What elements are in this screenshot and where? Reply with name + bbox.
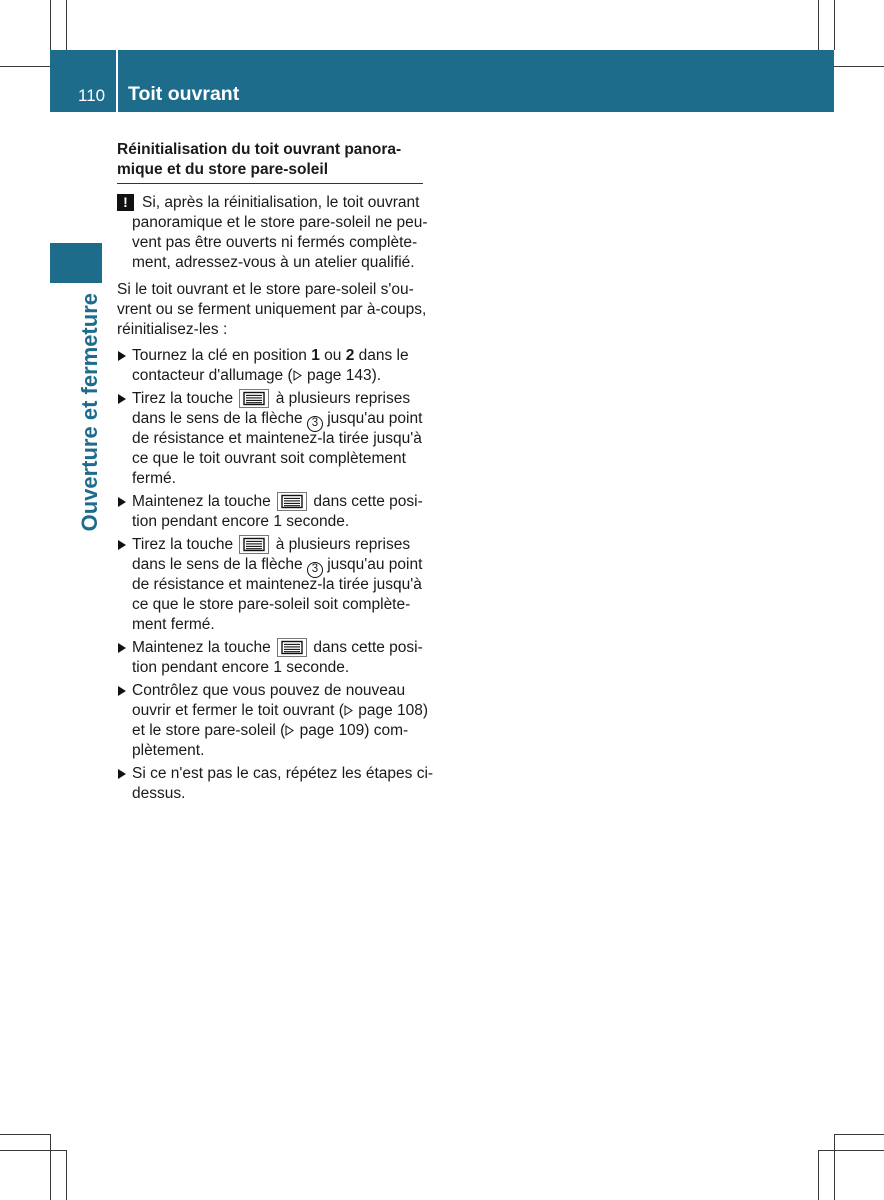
crop-mark [818, 0, 819, 50]
step-text: dans le sens de la flèche [132, 409, 307, 427]
step-line [132, 615, 423, 635]
warning-note [117, 193, 428, 273]
crop-mark [818, 1150, 819, 1200]
step-text: jusqu'au point [322, 409, 423, 427]
crop-mark [0, 1150, 66, 1151]
step-line [132, 512, 423, 532]
step-text: page 109) com- [295, 721, 409, 739]
step-text: à plusieurs reprises [271, 389, 411, 407]
step-text: de résistance et maintenez-la tirée jusqu'à [132, 429, 422, 447]
circled-number: 3 [307, 562, 323, 578]
intro-line: réinitialisez-les : [117, 320, 228, 338]
position-number: 1 [311, 346, 320, 364]
steps-list [117, 346, 434, 804]
step-text: Contrôlez que vous pouvez de nouveau [132, 681, 406, 699]
step-text: ou [319, 346, 346, 364]
step-text: tion pendant encore 1 seconde. [132, 658, 350, 676]
header-bar [50, 50, 834, 112]
side-tab-label: Ouverture et fermeture [77, 293, 102, 532]
step-text: dans cette posi- [309, 492, 423, 510]
crop-mark [66, 1150, 67, 1200]
crop-mark [66, 0, 67, 50]
step-line [132, 346, 423, 366]
step-line [132, 409, 423, 429]
step-item [117, 389, 423, 489]
bullet-triangle-icon [118, 351, 126, 361]
page-ref-arrow-icon [293, 370, 302, 381]
step-text: Tournez la clé en position [132, 346, 312, 364]
step-text: Tirez la touche [132, 535, 238, 553]
step-line [132, 681, 423, 701]
crop-mark [0, 1134, 50, 1135]
step-item [117, 535, 423, 635]
intro-line: vrent ou se ferment uniquement par à-coups, [117, 300, 427, 318]
intro-line: Si le toit ouvrant et le store pare-soleil s'ou- [117, 280, 414, 298]
step-text: Tirez la touche [132, 389, 238, 407]
crop-mark [0, 66, 50, 67]
step-line [132, 721, 423, 741]
step-text: ouvrir et fermer le toit ouvrant ( [132, 701, 344, 719]
bullet-triangle-icon [118, 540, 126, 550]
step-line [132, 469, 423, 489]
step-line [132, 449, 423, 469]
step-line [132, 389, 423, 409]
step-text: ment fermé. [132, 615, 215, 633]
warning-line: Si, après la réinitialisation, le toit ouvrant [142, 194, 420, 211]
step-line [132, 638, 423, 658]
header-divider [116, 50, 118, 112]
bullet-triangle-icon [118, 497, 126, 507]
step-text: Maintenez la touche [132, 638, 276, 656]
step-item [117, 492, 423, 532]
crop-mark [50, 1134, 51, 1200]
step-line [132, 429, 423, 449]
warning-line: vent pas être ouverts ni fermés complète- [132, 234, 418, 251]
sunroof-button-icon [239, 389, 269, 408]
step-text: tion pendant encore 1 seconde. [132, 512, 350, 530]
page-ref-arrow-icon [285, 725, 294, 736]
step-text: jusqu'au point [322, 555, 423, 573]
step-text: page 108) [353, 701, 429, 719]
step-text: dans cette posi- [309, 638, 423, 656]
step-line [132, 535, 423, 555]
circled-number: 3 [307, 416, 323, 432]
step-text: dans le [354, 346, 409, 364]
bullet-triangle-icon [118, 686, 126, 696]
crop-mark [50, 0, 51, 50]
step-line [132, 555, 423, 575]
step-text: Si ce n'est pas le cas, répétez les étapes ci- [132, 764, 434, 782]
crop-mark [834, 1134, 835, 1200]
bullet-triangle-icon [118, 769, 126, 779]
step-line [132, 741, 423, 761]
step-line [132, 658, 423, 678]
bullet-triangle-icon [118, 643, 126, 653]
crop-mark [818, 1150, 884, 1151]
step-text: de résistance et maintenez-la tirée jusqu'à [132, 575, 422, 593]
step-text: et le store pare-soleil ( [132, 721, 286, 739]
heading-line: Réinitialisation du toit ouvrant panora- [117, 141, 402, 158]
step-line [132, 366, 423, 386]
step-text: dessus. [132, 784, 186, 802]
step-text: dans le sens de la flèche [132, 555, 307, 573]
crop-mark [834, 66, 884, 67]
step-text: à plusieurs reprises [271, 535, 411, 553]
section-heading [117, 140, 423, 184]
warning-line: ment, adressez-vous à un atelier qualifié. [132, 254, 415, 271]
intro-paragraph [117, 280, 427, 340]
step-line [132, 764, 434, 784]
step-text: page 143). [302, 366, 382, 384]
step-line [132, 701, 429, 721]
step-line [132, 784, 423, 804]
position-number: 2 [345, 346, 355, 364]
heading-line: mique et du store pare-soleil [117, 161, 329, 178]
step-text: fermé. [132, 469, 176, 487]
step-text: ce que le toit ouvrant soit complètement [132, 449, 406, 467]
step-line [132, 575, 423, 595]
step-text: ce que le store pare-soleil soit complète- [132, 595, 411, 613]
side-tab-marker [50, 243, 102, 283]
bullet-triangle-icon [118, 394, 126, 404]
step-item [117, 681, 429, 761]
step-line [132, 492, 423, 512]
sunroof-button-icon [277, 492, 307, 511]
warning-icon: ! [117, 194, 134, 211]
page-ref-arrow-icon [344, 705, 353, 716]
step-item [117, 638, 423, 678]
crop-mark [834, 0, 835, 50]
chapter-title: Toit ouvrant [128, 83, 240, 105]
crop-mark [834, 1134, 884, 1135]
warning-line: panoramique et le store pare-soleil ne peu- [132, 214, 428, 231]
step-item [117, 764, 434, 804]
step-text: contacteur d'allumage ( [132, 366, 293, 384]
step-text: plètement. [132, 741, 205, 759]
sunroof-button-icon [239, 535, 269, 554]
sunroof-button-icon [277, 638, 307, 657]
step-text: Maintenez la touche [132, 492, 276, 510]
main-content [117, 140, 434, 804]
page-number: 110 [78, 86, 106, 105]
step-line [132, 595, 423, 615]
step-item [117, 346, 423, 386]
